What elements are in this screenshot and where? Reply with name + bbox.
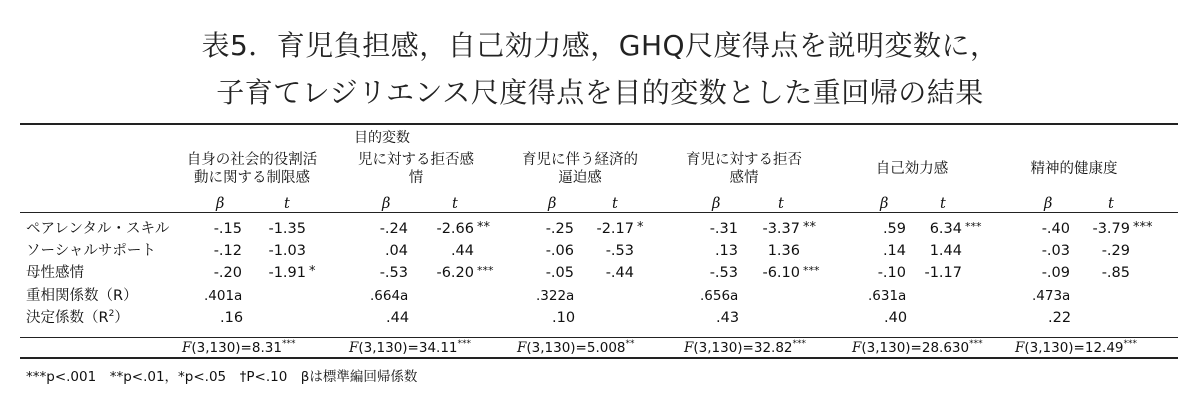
f-statistic: F(3,130)=28.630*** [852, 339, 983, 356]
footnote: ***p<.001 **p<.01，*p<.05 †P<.10 βは標準編回帰係数 [26, 369, 418, 385]
t-header: t [778, 196, 784, 212]
t-value: -6.20 [436, 265, 474, 281]
t-value: -.85 [1101, 265, 1130, 281]
significance-mark: ** [803, 220, 816, 235]
r-value: .473a [1032, 288, 1071, 304]
f-statistic: F(3,130)=5.008** [517, 339, 635, 356]
t-value: -2.66 [436, 221, 474, 237]
t-value: -3.79 [1092, 221, 1130, 237]
row-label: ソーシャルサポート [26, 243, 156, 259]
column-header [336, 151, 496, 187]
column-header-line2: 感情 [729, 170, 759, 186]
t-value: 1.44 [929, 243, 962, 259]
table-title-line2: 子育てレジリエンス尺度得点を目的変数とした重回帰の結果 [216, 76, 984, 109]
significance-mark: *** [803, 264, 820, 277]
column-header [172, 151, 332, 187]
r-value: .664a [370, 288, 409, 304]
column-header [832, 160, 992, 178]
column-header-line1: 育児に対する拒否 [686, 152, 802, 168]
r-value: .322a [536, 288, 575, 304]
t-value: 6.34 [929, 221, 962, 237]
r2-value: .10 [552, 310, 576, 326]
t-value: -3.37 [762, 221, 800, 237]
beta-value: -.03 [1041, 243, 1070, 259]
f-statistic: F(3,130)=12.49*** [1015, 339, 1138, 356]
beta-header: β [712, 196, 721, 212]
beta-value: -.20 [213, 265, 242, 281]
row-label: 決定係数$(R^2)$ [26, 309, 129, 326]
beta-value: -.12 [213, 243, 242, 259]
t-value: -2.17 [596, 221, 634, 237]
f-statistic: F(3,130)=8.31*** [182, 339, 296, 356]
significance-mark: *** [477, 264, 494, 277]
t-value: -6.10 [762, 265, 800, 281]
significance-mark: *** [965, 220, 982, 233]
beta-header: β [880, 196, 889, 212]
column-header-line2: 動に関する制限感 [194, 170, 310, 186]
dependent-variable-label: 目的変数 [354, 130, 410, 146]
beta-value: .13 [714, 243, 738, 259]
row-label: 母性感情 [26, 265, 84, 281]
beta-value: -.31 [709, 221, 738, 237]
significance-mark: *** [1133, 220, 1153, 235]
beta-header: β [382, 196, 391, 212]
beta-value: -.53 [709, 265, 738, 281]
beta-value: .04 [384, 243, 408, 259]
column-header [500, 151, 660, 187]
beta-value: -.15 [213, 221, 242, 237]
f-statistic: F(3,130)=34.11*** [349, 339, 472, 356]
beta-value: -.06 [545, 243, 574, 259]
beta-value: -.40 [1041, 221, 1070, 237]
beta-value: -.53 [379, 265, 408, 281]
column-header-line1: 育児に伴う経済的 [522, 152, 638, 168]
t-header: t [284, 196, 290, 212]
t-value: .44 [450, 243, 474, 259]
beta-header: β [548, 196, 557, 212]
t-value: -1.17 [924, 265, 962, 281]
bottom-rule [20, 357, 1178, 359]
r-value: .401a [204, 288, 243, 304]
top-rule [20, 123, 1178, 125]
column-header-line1: 精神的健康度 [1030, 161, 1118, 177]
f-statistic: F(3,130)=32.82*** [684, 339, 807, 356]
t-value: 1.36 [767, 243, 800, 259]
t-header: t [940, 196, 946, 212]
t-value: -.53 [605, 243, 634, 259]
significance-mark: * [637, 220, 644, 235]
t-header: t [452, 196, 458, 212]
beta-value: -.24 [379, 221, 408, 237]
column-header [664, 151, 824, 187]
f-rule [20, 337, 1178, 338]
significance-mark: ** [477, 220, 490, 235]
column-header-line1: 自身の社会的役割活 [186, 152, 318, 168]
t-header: t [612, 196, 618, 212]
beta-value: .59 [882, 221, 906, 237]
r2-value: .44 [386, 310, 410, 326]
beta-value: -.05 [545, 265, 574, 281]
r-value: .656a [700, 288, 739, 304]
beta-header: β [1044, 196, 1053, 212]
t-value: -.29 [1101, 243, 1130, 259]
column-header-line1: 自己効力感 [875, 161, 949, 177]
r2-value: .40 [884, 310, 908, 326]
column-header-line2: 逼迫感 [558, 170, 602, 186]
row-label: ペアレンタル・スキル [26, 221, 170, 237]
beta-value: -.09 [1041, 265, 1070, 281]
t-value: -1.91 [268, 265, 306, 281]
t-header: t [1108, 196, 1114, 212]
r-value: .631a [868, 288, 907, 304]
table-title-line1: 表5．育児負担感，自己効力感，GHQ尺度得点を説明変数に， [201, 29, 999, 62]
beta-value: .14 [882, 243, 906, 259]
row-label: 重相関係数（R） [26, 288, 138, 304]
t-value: -.44 [605, 265, 634, 281]
significance-mark: * [309, 264, 316, 279]
r2-value: .22 [1048, 310, 1072, 326]
r2-value: .43 [716, 310, 740, 326]
column-header [994, 160, 1154, 178]
beta-header: β [216, 196, 225, 212]
header-rule [20, 212, 1178, 213]
column-header-line2: 情 [408, 170, 424, 186]
beta-value: -.10 [877, 265, 906, 281]
t-value: -1.35 [268, 221, 306, 237]
r2-value: .16 [220, 310, 244, 326]
column-header-line1: 児に対する拒否感 [358, 152, 474, 168]
beta-value: -.25 [545, 221, 574, 237]
t-value: -1.03 [268, 243, 306, 259]
